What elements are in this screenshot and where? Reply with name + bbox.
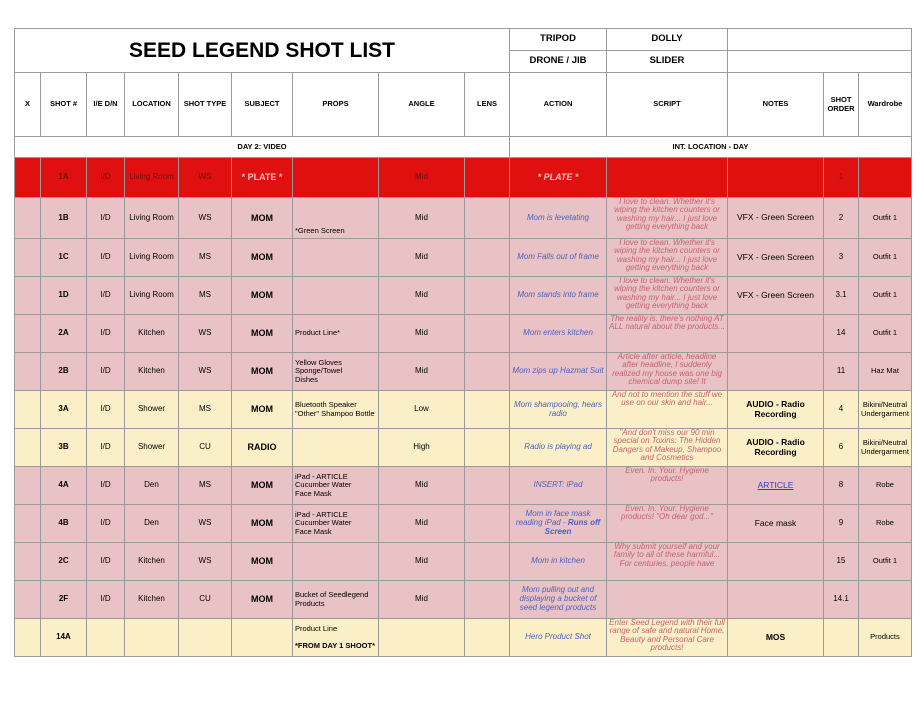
cell-shot-number[interactable]: 3A — [41, 391, 87, 429]
cell-wardrobe[interactable]: Outfit 1 — [859, 239, 912, 277]
props-line: *Green Screen — [295, 225, 345, 235]
cell-shot-number[interactable]: 2A — [41, 315, 87, 353]
action-text: Mom stands into frame — [517, 290, 599, 300]
cell-notes[interactable] — [728, 543, 824, 581]
cell-lens[interactable] — [465, 467, 510, 505]
cell-lens[interactable] — [465, 581, 510, 619]
cell-notes[interactable] — [728, 158, 824, 198]
cell-lens[interactable] — [465, 239, 510, 277]
table-row[interactable] — [15, 277, 912, 315]
cell-x[interactable] — [15, 543, 41, 581]
script-text: Even. In. Your. Hygiene products! — [625, 467, 709, 484]
script-text — [609, 581, 725, 615]
col-ie: I/E D/N — [87, 73, 125, 137]
cell-wardrobe[interactable] — [859, 158, 912, 198]
cell-shot-order[interactable]: 3.1 — [824, 277, 859, 315]
cell-subject[interactable]: * PLATE * — [232, 158, 293, 198]
cell-ie-dn[interactable]: I/D — [87, 353, 125, 391]
table-row[interactable] — [15, 315, 912, 353]
cell-angle[interactable]: Mid — [379, 198, 465, 239]
col-location: LOCATION — [125, 73, 179, 137]
cell-shot-order[interactable]: 14 — [824, 315, 859, 353]
cell-location[interactable]: Shower — [125, 391, 179, 429]
cell-angle[interactable]: Mid — [379, 543, 465, 581]
cell-angle[interactable]: Mid — [379, 581, 465, 619]
props-line: "Other" Shampoo Bottle — [295, 408, 375, 418]
cell-wardrobe[interactable]: Outfit 1 — [859, 277, 912, 315]
cell-notes[interactable] — [728, 353, 824, 391]
col-angle: ANGLE — [379, 73, 465, 137]
cell-script[interactable] — [607, 315, 728, 353]
script-text: Even. In. Your. Hygiene products! "Oh dear god..." — [621, 505, 713, 522]
script-text: "And don't miss our 90 min special on Toxins: The Hidden Dangers of Makeup, Shampoo and Cosmetics — [612, 429, 722, 463]
cell-notes[interactable] — [728, 429, 824, 467]
script-text: I love to clean. Whether it's wiping the kitchen counters or washing my hair... I just love getting everything back — [614, 277, 720, 311]
cell-script[interactable] — [607, 543, 728, 581]
cell-lens[interactable] — [465, 353, 510, 391]
cell-subject[interactable]: MOM — [232, 239, 293, 277]
column-header-row — [15, 73, 912, 137]
sheet-title: SEED LEGEND SHOT LIST — [15, 29, 510, 73]
action-text: Hero Product Shot — [525, 632, 591, 642]
cell-shot-order[interactable]: 4 — [824, 391, 859, 429]
cell-shot-number[interactable]: 4A — [41, 467, 87, 505]
cell-subject[interactable]: MOM — [232, 198, 293, 239]
props-line: Cucumber Water — [295, 480, 352, 490]
cell-shot-order[interactable]: 1 — [824, 158, 859, 198]
table-row[interactable] — [15, 353, 912, 391]
cell-shot-order[interactable]: 11 — [824, 353, 859, 391]
cell-angle[interactable]: Mid — [379, 505, 465, 543]
cell-shot-type[interactable]: WS — [179, 158, 232, 198]
cell-subject[interactable] — [232, 619, 293, 657]
cell-location[interactable]: Kitchen — [125, 581, 179, 619]
cell-script[interactable] — [607, 198, 728, 239]
cell-location[interactable] — [125, 619, 179, 657]
table-row[interactable] — [15, 158, 912, 198]
article-link[interactable]: ARTICLE — [757, 479, 794, 490]
cell-shot-type[interactable]: WS — [179, 543, 232, 581]
cell-wardrobe[interactable]: Bikini/Neutral Undergarment — [859, 391, 912, 429]
camera-blank-bottom — [728, 51, 912, 73]
props-line: Dishes — [295, 374, 318, 384]
cell-ie-dn[interactable]: I/D — [87, 239, 125, 277]
script-text: I love to clean. Whether it's wiping the kitchen counters or washing my hair... I just love getting everything back — [614, 239, 720, 273]
camera-slider: SLIDER — [607, 51, 728, 73]
cell-lens[interactable] — [465, 198, 510, 239]
cell-notes[interactable] — [728, 198, 824, 239]
action-text: Radio is playing ad — [524, 442, 592, 452]
cell-wardrobe[interactable]: Robe — [859, 467, 912, 505]
cell-shot-type[interactable]: WS — [179, 198, 232, 239]
props-line: Face Mask — [295, 526, 332, 536]
cell-x[interactable] — [15, 353, 41, 391]
script-text: The reality is, there's nothing AT ALL natural about the products... — [609, 315, 725, 332]
cell-shot-type[interactable]: WS — [179, 315, 232, 353]
cell-ie-dn[interactable]: I/D — [87, 581, 125, 619]
cell-wardrobe[interactable]: Products — [859, 619, 912, 657]
cell-notes[interactable] — [728, 505, 824, 543]
camera-tripod: TRIPOD — [510, 29, 607, 51]
script-text: Article after article, headline after headline, I suddenly realized my house was one big chemical dump site! It — [612, 353, 722, 387]
cell-x[interactable] — [15, 158, 41, 198]
cell-notes[interactable] — [728, 581, 824, 619]
table-row[interactable] — [15, 543, 912, 581]
action-emphasis: Runs off Screen — [544, 518, 601, 536]
cell-shot-number[interactable]: 4B — [41, 505, 87, 543]
cell-props[interactable] — [293, 391, 379, 429]
cell-x[interactable] — [15, 619, 41, 657]
table-row[interactable] — [15, 619, 912, 657]
cell-shot-number[interactable]: 1A — [41, 158, 87, 198]
col-shot: SHOT # — [41, 73, 87, 137]
cell-props[interactable] — [293, 581, 379, 619]
camera-drone-jib: DRONE / JIB — [510, 51, 607, 73]
action-text: Mom pulling out and displaying a bucket of seed legend products — [519, 585, 597, 612]
section-location: INT. LOCATION - DAY — [510, 137, 912, 158]
cell-shot-type[interactable]: WS — [179, 353, 232, 391]
cell-location[interactable]: Living Room — [125, 158, 179, 198]
props-line: iPad - ARTICLE — [295, 509, 348, 519]
cell-angle[interactable]: Mid — [379, 467, 465, 505]
cell-shot-type[interactable]: MS — [179, 239, 232, 277]
cell-ie-dn[interactable]: I/D — [87, 505, 125, 543]
col-action: ACTION — [510, 73, 607, 137]
cell-action[interactable] — [510, 505, 607, 543]
props-line: *FROM DAY 1 SHOOT* — [295, 640, 376, 650]
action-text: Mom zips up Hazmat Suit — [512, 366, 604, 376]
col-x: X — [15, 73, 41, 137]
cell-action[interactable] — [510, 429, 607, 467]
cell-action[interactable] — [510, 581, 607, 619]
cell-wardrobe[interactable]: Haz Mat — [859, 353, 912, 391]
cell-shot-number[interactable]: 1D — [41, 277, 87, 315]
cell-angle[interactable]: Low — [379, 391, 465, 429]
col-script: SCRIPT — [607, 73, 728, 137]
cell-props[interactable] — [293, 239, 379, 277]
cell-props[interactable] — [293, 277, 379, 315]
notes-text: VFX - Green Screen — [736, 289, 814, 300]
cell-props[interactable] — [293, 429, 379, 467]
cell-shot-number[interactable]: 1C — [41, 239, 87, 277]
cell-lens[interactable] — [465, 619, 510, 657]
action-text: INSERT: iPad — [533, 480, 583, 490]
cell-wardrobe[interactable]: Outfit 1 — [859, 315, 912, 353]
cell-wardrobe[interactable]: Robe — [859, 505, 912, 543]
cell-shot-type[interactable]: MS — [179, 467, 232, 505]
cell-action[interactable] — [510, 467, 607, 505]
script-text: And not to mention the stuff we use on our skin and hair... — [611, 391, 723, 408]
col-lens: LENS — [465, 73, 510, 137]
props-line: Sponge/Towel — [295, 366, 343, 376]
cell-action[interactable] — [510, 277, 607, 315]
cell-shot-number[interactable]: 3B — [41, 429, 87, 467]
cell-subject[interactable]: MOM — [232, 581, 293, 619]
props-line: Bluetooth Speaker — [295, 400, 357, 410]
cell-notes[interactable] — [728, 391, 824, 429]
col-notes: NOTES — [728, 73, 824, 137]
cell-subject[interactable]: MOM — [232, 391, 293, 429]
cell-script[interactable] — [607, 353, 728, 391]
cell-notes[interactable] — [728, 315, 824, 353]
cell-lens[interactable] — [465, 158, 510, 198]
cell-ie-dn[interactable]: I/D — [87, 391, 125, 429]
table-row[interactable] — [15, 505, 912, 543]
cell-angle[interactable] — [379, 619, 465, 657]
cell-wardrobe[interactable] — [859, 581, 912, 619]
table-row[interactable] — [15, 239, 912, 277]
cell-angle[interactable]: Mid — [379, 239, 465, 277]
cell-location[interactable]: Den — [125, 505, 179, 543]
cell-script[interactable] — [607, 158, 728, 198]
props-line: Bucket of Seedlegend Products — [295, 590, 369, 608]
cell-ie-dn[interactable]: I/D — [87, 158, 125, 198]
cell-notes[interactable] — [728, 467, 824, 505]
cell-script[interactable] — [607, 467, 728, 505]
cell-angle[interactable]: Mid — [379, 277, 465, 315]
cell-props[interactable] — [293, 505, 379, 543]
cell-subject[interactable]: RADIO — [232, 429, 293, 467]
cell-script[interactable] — [607, 581, 728, 619]
action-text: Mom enters kitchen — [523, 328, 593, 338]
notes-text: AUDIO - Radio Recording — [746, 398, 805, 419]
cell-angle[interactable]: Mid — [379, 353, 465, 391]
notes-text: AUDIO - Radio Recording — [746, 436, 805, 457]
cell-props[interactable] — [293, 619, 379, 657]
cell-location[interactable]: Living Room — [125, 239, 179, 277]
cell-action[interactable] — [510, 315, 607, 353]
table-row[interactable] — [15, 391, 912, 429]
cell-action[interactable] — [510, 158, 607, 198]
cell-notes[interactable] — [728, 619, 824, 657]
cell-props[interactable] — [293, 315, 379, 353]
cell-ie-dn[interactable]: I/D — [87, 429, 125, 467]
cell-location[interactable]: Living Room — [125, 277, 179, 315]
cell-notes[interactable] — [728, 239, 824, 277]
section-day: DAY 2: VIDEO — [15, 137, 510, 158]
table-row[interactable] — [15, 581, 912, 619]
cell-location[interactable]: Shower — [125, 429, 179, 467]
cell-x[interactable] — [15, 391, 41, 429]
cell-location[interactable]: Den — [125, 467, 179, 505]
cell-x[interactable] — [15, 277, 41, 315]
notes-text: Face mask — [754, 517, 797, 528]
cell-script[interactable] — [607, 429, 728, 467]
cell-ie-dn[interactable]: I/D — [87, 543, 125, 581]
cell-notes[interactable] — [728, 277, 824, 315]
cell-shot-order[interactable]: 8 — [824, 467, 859, 505]
cell-shot-order[interactable]: 2 — [824, 198, 859, 239]
action-text: Mom shampooing, hears radio — [513, 399, 603, 418]
cell-wardrobe[interactable]: Outfit 1 — [859, 198, 912, 239]
action-text: Mom is levetating — [526, 212, 590, 222]
props-line: iPad - ARTICLE — [295, 471, 348, 481]
cell-action[interactable] — [510, 353, 607, 391]
cell-shot-type[interactable]: WS — [179, 505, 232, 543]
action-text: Mom in kitchen — [531, 556, 585, 566]
cell-script[interactable] — [607, 619, 728, 657]
cell-subject[interactable]: MOM — [232, 505, 293, 543]
notes-text: MOS — [765, 631, 786, 642]
cell-props[interactable] — [293, 353, 379, 391]
cell-script[interactable] — [607, 391, 728, 429]
cell-location[interactable]: Kitchen — [125, 353, 179, 391]
script-text — [609, 158, 725, 192]
cell-shot-number[interactable]: 1B — [41, 198, 87, 239]
cell-x[interactable] — [15, 239, 41, 277]
cell-subject[interactable]: MOM — [232, 277, 293, 315]
cell-shot-type[interactable]: MS — [179, 391, 232, 429]
cell-shot-order[interactable]: 9 — [824, 505, 859, 543]
script-text: I love to clean. Whether it's wiping the kitchen counters or washing my hair... I just love getting everything back — [614, 198, 720, 232]
cell-script[interactable] — [607, 239, 728, 277]
col-wardrobe: Wardrobe — [859, 73, 912, 137]
cell-action[interactable] — [510, 239, 607, 277]
col-subject: SUBJECT — [232, 73, 293, 137]
cell-props[interactable] — [293, 158, 379, 198]
cell-location[interactable]: Kitchen — [125, 543, 179, 581]
action-text: * PLATE * — [537, 172, 579, 183]
col-shot-type: SHOT TYPE — [179, 73, 232, 137]
cell-ie-dn[interactable] — [87, 619, 125, 657]
cell-subject[interactable]: MOM — [232, 315, 293, 353]
cell-shot-order[interactable]: 6 — [824, 429, 859, 467]
cell-ie-dn[interactable]: I/D — [87, 467, 125, 505]
cell-shot-type[interactable]: MS — [179, 277, 232, 315]
props-line: Product Line — [295, 623, 338, 633]
cell-action[interactable] — [510, 198, 607, 239]
cell-subject[interactable]: MOM — [232, 543, 293, 581]
cell-subject[interactable]: MOM — [232, 353, 293, 391]
cell-lens[interactable] — [465, 543, 510, 581]
cell-script[interactable] — [607, 505, 728, 543]
cell-lens[interactable] — [465, 277, 510, 315]
table-row[interactable] — [15, 467, 912, 505]
cell-ie-dn[interactable]: I/D — [87, 198, 125, 239]
cell-props[interactable] — [293, 198, 379, 239]
script-text: Why submit yourself and your family to all of these harmful... For centuries, people have — [613, 543, 721, 568]
cell-action[interactable] — [510, 619, 607, 657]
props-line: Yellow Gloves — [295, 357, 342, 367]
col-shot-order: SHOT ORDER — [824, 73, 859, 137]
action-text: Mom in face mask reading iPad - — [515, 509, 591, 528]
cell-shot-type[interactable] — [179, 619, 232, 657]
cell-shot-number[interactable]: 2C — [41, 543, 87, 581]
notes-text: VFX - Green Screen — [736, 212, 814, 223]
cell-wardrobe[interactable]: Outfit 1 — [859, 543, 912, 581]
cell-x[interactable] — [15, 315, 41, 353]
cell-wardrobe[interactable]: Bikini/Neutral Undergarment — [859, 429, 912, 467]
cell-lens[interactable] — [465, 315, 510, 353]
props-line: Product Line* — [295, 328, 341, 338]
cell-location[interactable]: Living Room — [125, 198, 179, 239]
col-props: PROPS — [293, 73, 379, 137]
cell-shot-type[interactable]: CU — [179, 429, 232, 467]
table-row[interactable] — [15, 429, 912, 467]
cell-subject[interactable]: MOM — [232, 467, 293, 505]
shot-list-table — [14, 28, 912, 657]
cell-location[interactable]: Kitchen — [125, 315, 179, 353]
cell-x[interactable] — [15, 198, 41, 239]
cell-x[interactable] — [15, 429, 41, 467]
cell-shot-number[interactable]: 2B — [41, 353, 87, 391]
cell-shot-number[interactable]: 2F — [41, 581, 87, 619]
cell-angle[interactable]: Mid — [379, 158, 465, 198]
props-line: Cucumber Water — [295, 518, 352, 528]
cell-shot-type[interactable]: CU — [179, 581, 232, 619]
cell-angle[interactable]: Mid — [379, 315, 465, 353]
cell-ie-dn[interactable]: I/D — [87, 315, 125, 353]
cell-angle[interactable]: High — [379, 429, 465, 467]
cell-action[interactable] — [510, 391, 607, 429]
cell-lens[interactable] — [465, 505, 510, 543]
cell-shot-order[interactable]: 3 — [824, 239, 859, 277]
cell-x[interactable] — [15, 505, 41, 543]
cell-props[interactable] — [293, 543, 379, 581]
cell-shot-number[interactable]: 14A — [41, 619, 87, 657]
props-line: Face Mask — [295, 488, 332, 498]
script-text: Enter Seed Legend with their full range of safe and natural Home, Beauty and Personal Care products! — [609, 619, 725, 653]
cell-props[interactable] — [293, 467, 379, 505]
camera-blank-top — [728, 29, 912, 51]
camera-dolly: DOLLY — [607, 29, 728, 51]
cell-shot-order[interactable]: 14.1 — [824, 581, 859, 619]
cell-shot-order[interactable] — [824, 619, 859, 657]
table-row[interactable] — [15, 198, 912, 239]
action-text: Mom Falls out of frame — [517, 252, 599, 262]
cell-x[interactable] — [15, 581, 41, 619]
cell-script[interactable] — [607, 277, 728, 315]
cell-ie-dn[interactable]: I/D — [87, 277, 125, 315]
notes-text: VFX - Green Screen — [736, 251, 814, 262]
cell-lens[interactable] — [465, 391, 510, 429]
section-row — [15, 137, 912, 158]
cell-lens[interactable] — [465, 429, 510, 467]
cell-shot-order[interactable]: 15 — [824, 543, 859, 581]
cell-x[interactable] — [15, 467, 41, 505]
cell-action[interactable] — [510, 543, 607, 581]
